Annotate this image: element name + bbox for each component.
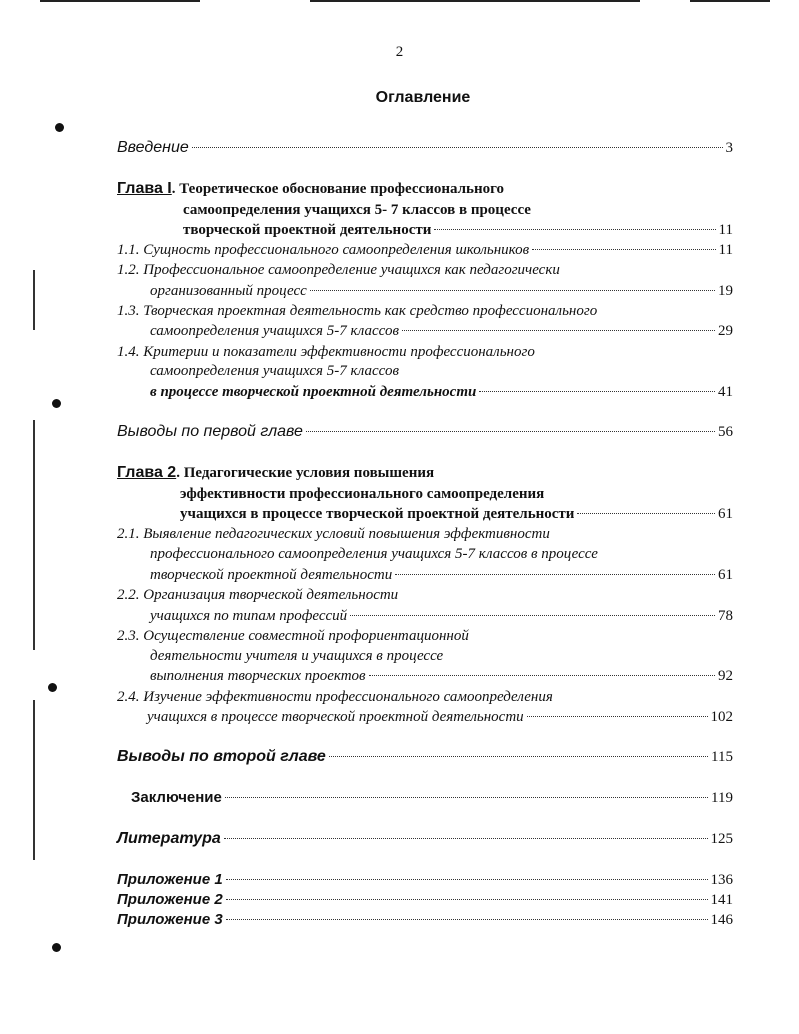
dot-leader: [434, 229, 715, 230]
dot-leader: [225, 797, 708, 798]
dot-leader: [402, 330, 715, 331]
toc-entry-conclusions-1[interactable]: [117, 421, 733, 443]
dot-leader: [350, 615, 715, 616]
toc-entry-page: 119: [711, 790, 733, 806]
toc-entry-page: 29: [718, 323, 733, 339]
toc-entry-label: в процессе творческой проектной деятельности: [150, 384, 477, 400]
scan-edge-top: [310, 0, 640, 2]
toc-title: Оглавление: [375, 89, 471, 106]
toc-entry-conclusions-2[interactable]: [117, 746, 733, 768]
scan-edge-left: [33, 270, 35, 330]
toc-entry-page: 19: [718, 283, 733, 299]
chapter2-title-line: эффективности профессионального самоопределения: [180, 486, 545, 502]
chapter2-title-line: учащихся в процессе творческой проектной деятельности: [180, 506, 575, 522]
scan-edge-left: [33, 420, 35, 650]
toc-entry-1-3-label[interactable]: 1.3. Творческая проектная деятельность как средство профессионального: [117, 303, 598, 319]
toc-entry-2-3[interactable]: [150, 665, 733, 687]
toc-entry-page: 3: [725, 140, 733, 156]
dot-leader: [224, 838, 708, 839]
toc-entry-1-1[interactable]: [117, 239, 733, 261]
toc-entry-label: Введение: [117, 139, 189, 156]
punch-mark: [52, 943, 61, 952]
toc-entry-label: творческой проектной деятельности: [150, 567, 393, 583]
page-number: 2: [395, 44, 404, 60]
toc-entry-2-1-label: профессионального самоопределения учащихся 5-7 классов в процессе: [150, 546, 598, 562]
dot-leader: [395, 574, 715, 575]
scan-edge-top: [690, 0, 770, 2]
toc-entry-label: учащихся в процессе творческой проектной деятельности: [147, 709, 524, 725]
scan-edge-left: [33, 700, 35, 860]
toc-entry-1-4-label[interactable]: 1.4. Критерии и показатели эффективности профессионального: [117, 344, 535, 360]
toc-entry-2-4-label[interactable]: 2.4. Изучение эффективности профессионального самоопределения: [117, 689, 553, 705]
toc-entry-label: выполнения творческих проектов: [150, 668, 366, 684]
dot-leader: [226, 899, 708, 900]
dot-leader: [329, 756, 708, 757]
toc-entry-literature[interactable]: [117, 828, 733, 850]
chapter2-title-final[interactable]: [180, 503, 733, 525]
toc-entry-page: 146: [710, 912, 733, 928]
dot-leader: [577, 513, 715, 514]
toc-entry-label: Выводы по первой главе: [117, 423, 303, 440]
toc-entry-1-4-label: самоопределения учащихся 5-7 классов: [150, 363, 399, 379]
toc-entry-1-4[interactable]: [150, 381, 733, 403]
toc-entry-label: Приложение 1: [117, 871, 223, 888]
toc-entry-appendix-3[interactable]: [117, 909, 733, 931]
punch-mark: [48, 683, 57, 692]
chapter2-title: . Педагогические условия повышения: [176, 465, 435, 481]
toc-entry-label: Выводы по второй главе: [117, 748, 326, 765]
chapter2-heading[interactable]: [117, 462, 434, 484]
toc-entry-2-3-label: деятельности учителя и учащихся в процессе: [150, 648, 444, 664]
toc-entry-2-1-label[interactable]: 2.1. Выявление педагогических условий повышения эффективности: [117, 526, 550, 542]
dot-leader: [527, 716, 708, 717]
chapter1-title-line: самоопределения учащихся 5- 7 классов в процессе: [183, 202, 531, 218]
toc-entry-page: 61: [718, 567, 733, 583]
toc-entry-2-3-label[interactable]: 2.3. Осуществление совместной профориентационной: [117, 628, 469, 644]
scan-edge-top: [40, 0, 200, 2]
punch-mark: [52, 399, 61, 408]
toc-entry-page: 78: [718, 608, 733, 624]
chapter2-head: Глава 2: [117, 464, 177, 481]
toc-entry-page: 41: [718, 384, 733, 400]
toc-entry-page: 125: [710, 831, 733, 847]
toc-entry-page: 115: [711, 749, 733, 765]
toc-entry-page: 102: [710, 709, 733, 725]
toc-entry-label: организованный процесс: [150, 283, 307, 299]
toc-entry-2-1[interactable]: [150, 564, 733, 586]
toc-entry-appendix-2[interactable]: [117, 889, 733, 911]
dot-leader: [226, 919, 708, 920]
chapter1-title-line: творческой проектной деятельности: [183, 222, 432, 238]
toc-entry-label: 1.1. Сущность профессионального самоопределения школьников: [117, 242, 530, 258]
punch-mark: [55, 123, 64, 132]
toc-entry-page: 92: [718, 668, 733, 684]
toc-entry-label: Заключение: [131, 789, 222, 806]
toc-entry-appendix-1[interactable]: [117, 869, 733, 891]
chapter1-heading[interactable]: [117, 178, 504, 200]
chapter1-head: Глава I: [117, 180, 172, 197]
toc-entry-page: 141: [710, 892, 733, 908]
toc-entry-intro[interactable]: [117, 137, 733, 159]
dot-leader: [226, 879, 708, 880]
toc-entry-label: Приложение 2: [117, 891, 223, 908]
chapter1-title: . Теоретическое обоснование профессионального: [171, 181, 505, 197]
toc-entry-2-2[interactable]: [150, 605, 733, 627]
dot-leader: [306, 431, 715, 432]
toc-entry-conclusion[interactable]: [131, 787, 733, 809]
chapter1-title-final[interactable]: [183, 219, 733, 241]
dot-leader: [532, 249, 715, 250]
toc-entry-page: 11: [718, 222, 733, 238]
dot-leader: [369, 675, 715, 676]
toc-entry-1-2-label[interactable]: 1.2. Профессиональное самоопределение учащихся как педагогически: [117, 262, 560, 278]
dot-leader: [310, 290, 715, 291]
dot-leader: [479, 391, 715, 392]
toc-entry-page: 11: [718, 242, 733, 258]
dot-leader: [192, 147, 723, 148]
toc-entry-label: учащихся по типам профессий: [150, 608, 348, 624]
toc-entry-label: Литература: [117, 830, 221, 847]
toc-entry-2-2-label[interactable]: 2.2. Организация творческой деятельности: [117, 587, 399, 603]
toc-entry-page: 136: [710, 872, 733, 888]
toc-entry-label: Приложение 3: [117, 911, 223, 928]
toc-entry-label: самоопределения учащихся 5-7 классов: [150, 323, 399, 339]
toc-entry-1-2[interactable]: [150, 280, 733, 302]
toc-entry-2-4[interactable]: [147, 706, 733, 728]
toc-entry-page: 61: [718, 506, 733, 522]
toc-entry-page: 56: [718, 424, 733, 440]
toc-entry-1-3[interactable]: [150, 320, 733, 342]
